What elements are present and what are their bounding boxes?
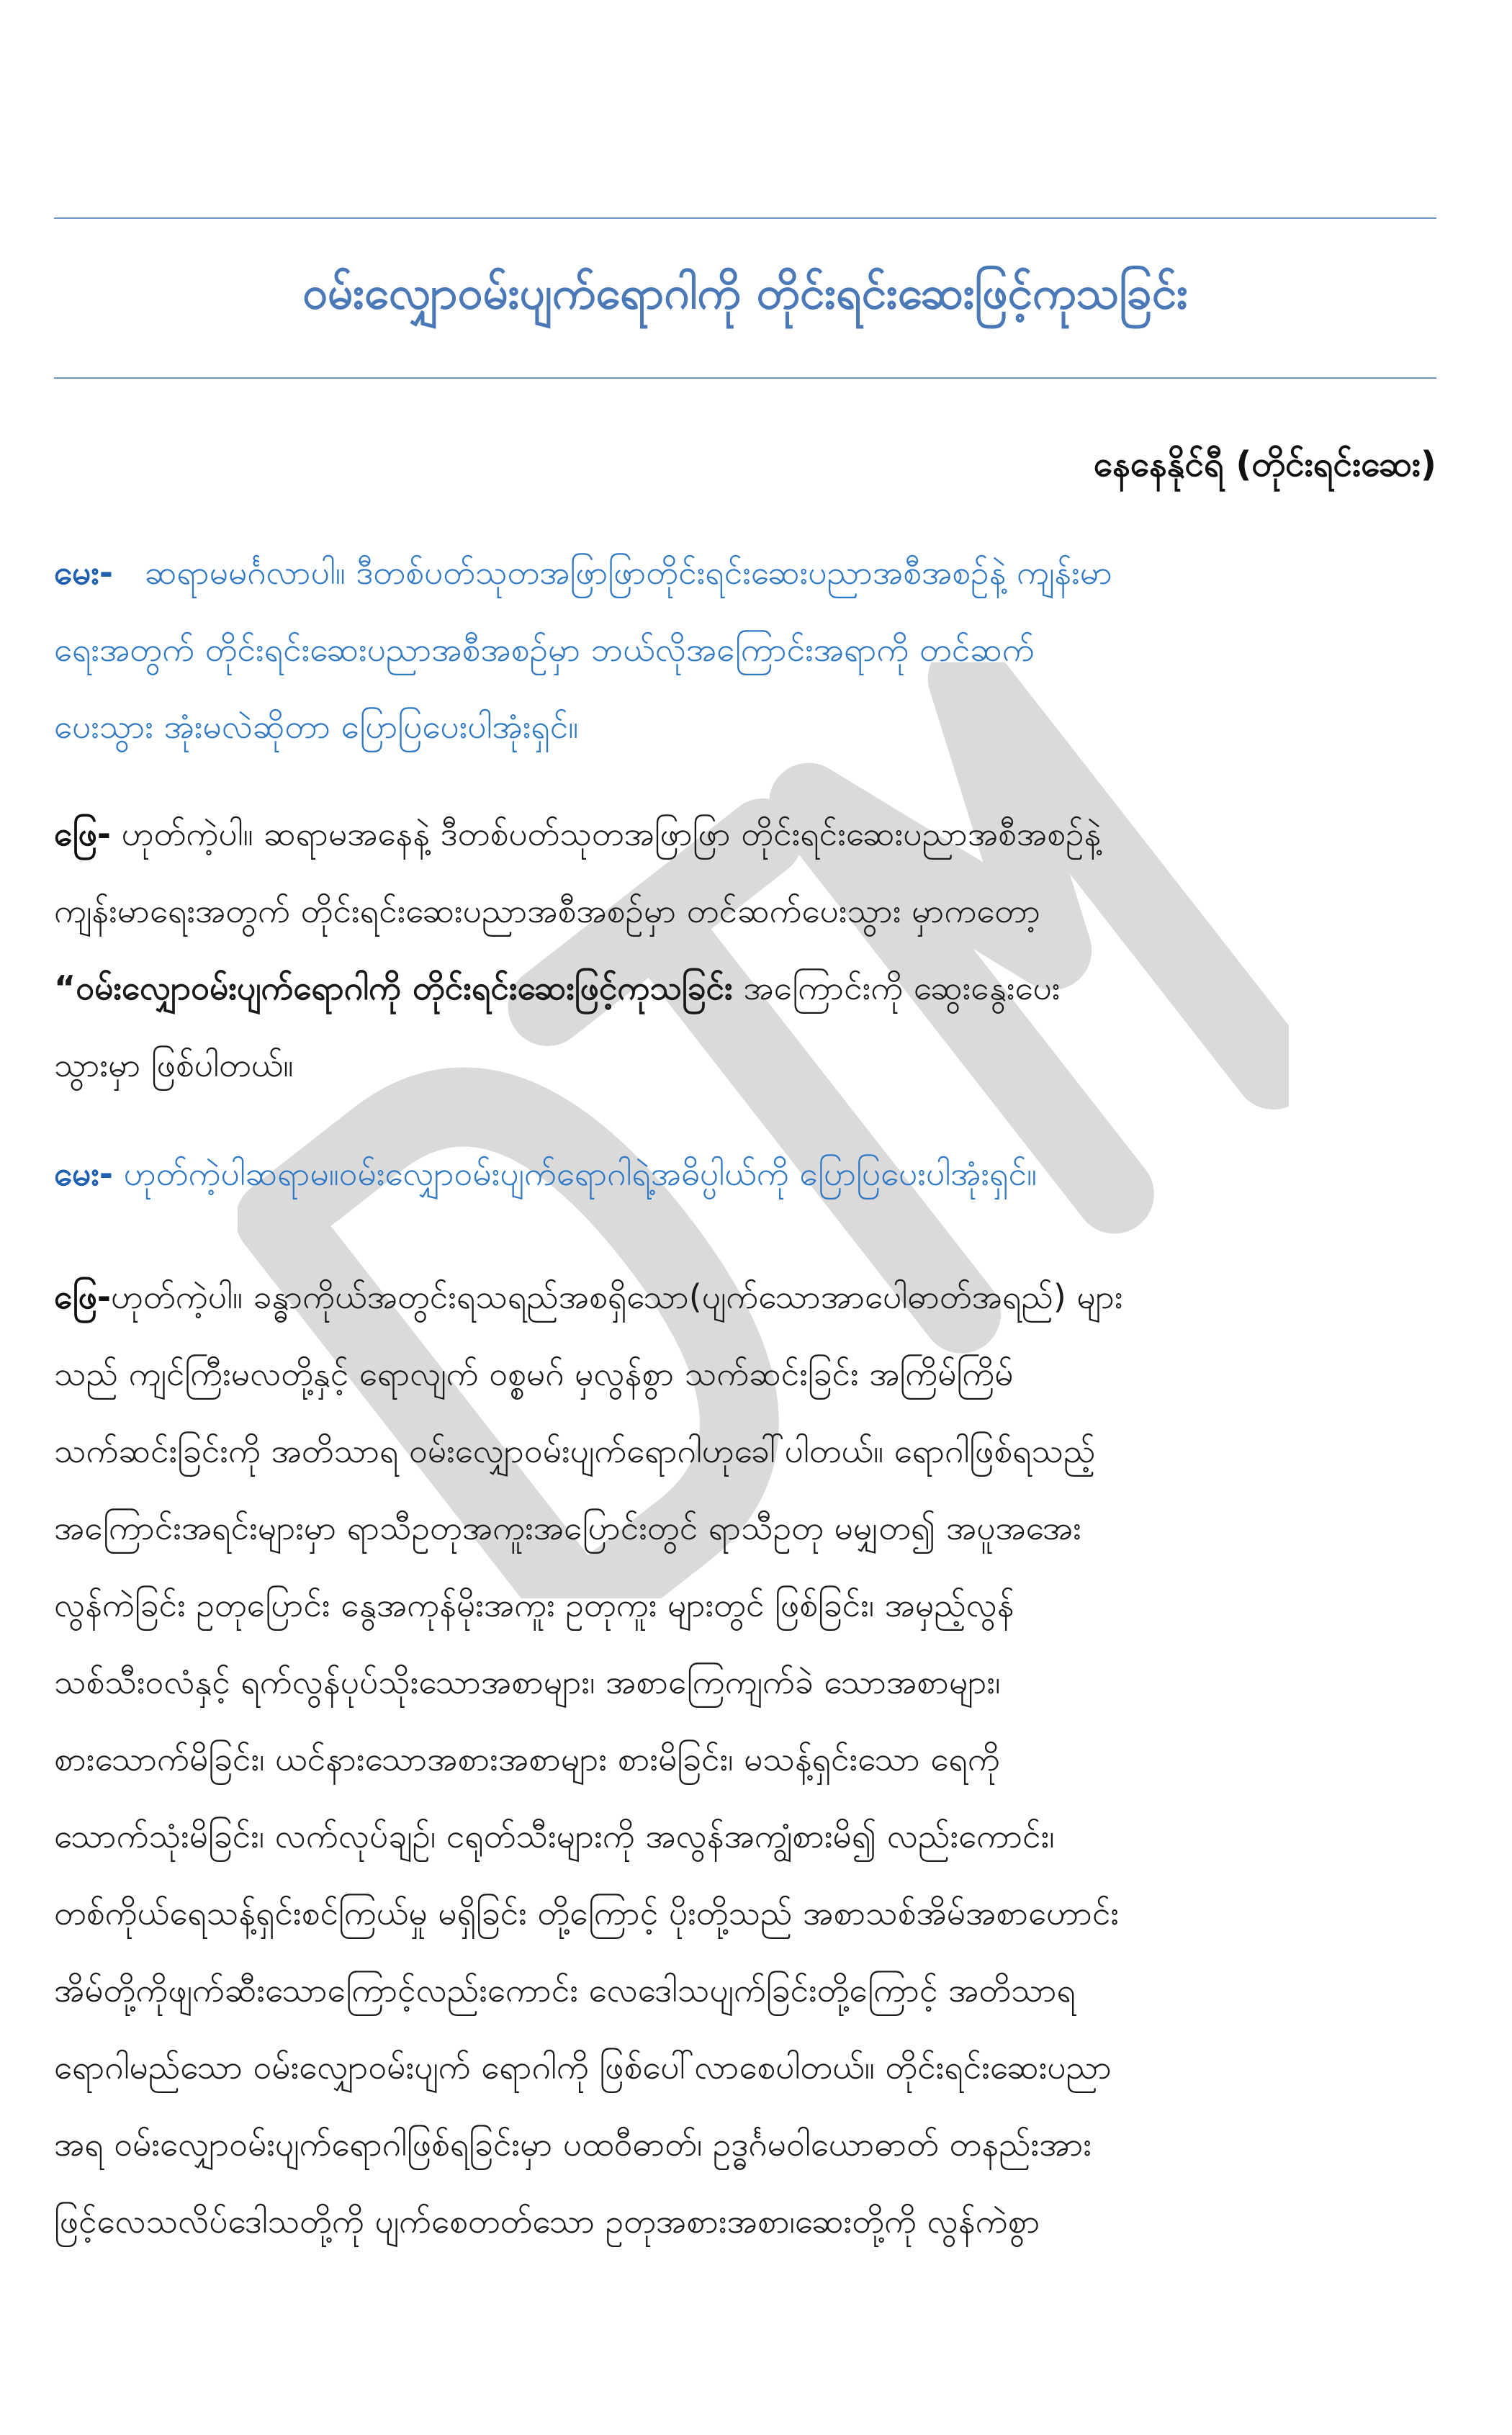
answer-1 [54, 796, 1436, 1104]
answer-2-line-5: လွန်ကဲခြင်း ဥတုပြောင်း နွေအကုန်မိုးအကူး ဥတုကူး များတွင် ဖြစ်ခြင်း၊ အမှည့်လွန် [54, 1585, 1014, 1624]
article-title: ဝမ်းလျှောဝမ်းပျက်ရောဂါကို တိုင်းရင်းဆေးဖြင့်ကုသခြင်း [302, 266, 1188, 319]
answer-1-bold-title: “ဝမ်းလျှောဝမ်းပျက်ရောဂါကို တိုင်းရင်းဆေးဖြင့်ကုသခြင်း [54, 968, 733, 1007]
answer-1-line-1 [54, 796, 1436, 873]
question-2 [54, 1135, 1436, 1212]
answer-2-line-1 [54, 1259, 1436, 1336]
answer-1-line-2: ကျန်းမာရေးအတွက် တိုင်းရင်းဆေးပညာအစီအစဉ်မှာ တင်ဆက်ပေးသွား မှာကတော့ [54, 891, 1041, 930]
answer-2-line-11: ရောဂါမည်သော ဝမ်းလျှောဝမ်းပျက် ရောဂါကို ဖြစ်ပေါ်လာစေပါတယ်။ တိုင်းရင်းဆေးပညာ [54, 2048, 1112, 2087]
author-byline: နေနေနိုင်ရီ (တိုင်းရင်းဆေး) [1093, 444, 1436, 485]
answer-2-line-12: အရ ဝမ်းလျှောဝမ်းပျက်ရောဂါဖြစ်ရခြင်းမှာ ပထဝီဓာတ်၊ ဥဒ္ဓင်္ဂမဝါယောဓာတ် တနည်းအား [54, 2125, 1092, 2164]
answer-2-text-1: ဟုတ်ကဲ့ပါ။ ခန္ဓာကိုယ်အတွင်းရသရည်အစရှိသော(ပျက်သောအာပေါဓာတ်အရည်) များ [110, 1277, 1123, 1316]
question-1-line-2: ရေးအတွက် တိုင်းရင်းဆေးပညာအစီအစဉ်မှာ ဘယ်လိုအကြောင်းအရာကို တင်ဆက် [54, 630, 1035, 669]
answer-2-line-7: စားသောက်မိခြင်း၊ ယင်နားသောအစားအစာများ စားမိခြင်း၊ မသန့်ရှင်းသော ရေကို [54, 1739, 1000, 1778]
answer-2-line-13: ဖြင့်လေသလိပ်ဒေါသတို့ကို ပျက်စေတတ်သော ဥတုအစားအစာ၊ဆေးတို့ကို လွန်ကဲစွာ [54, 2202, 1040, 2241]
question-1-line-3: ပေးသွား အုံးမလဲဆိုတာ ပြောပြပေးပါအုံးရှင်။ [54, 707, 579, 746]
question-2-text-1: ဟုတ်ကဲ့ပါဆရာမ။ဝမ်းလျှောဝမ်းပျက်ရောဂါရဲ့အဓိပ္ပါယ်ကို ပြောပြပေးပါအုံးရှင်။ [123, 1154, 1037, 1193]
answer-2-line-6: သစ်သီးဝလံနှင့် ရက်လွန်ပုပ်သိုးသောအစာများ၊ အစာကြေကျက်ခဲ သောအစာများ၊ [54, 1662, 1001, 1701]
answer-1-text-3: အကြောင်းကို ဆွေးနွေးပေး [743, 968, 1061, 1007]
answer-2-line-3: သက်ဆင်းခြင်းကို အတိသာရ ဝမ်းလျှောဝမ်းပျက်ရောဂါဟုခေါ်ပါတယ်။ ရောဂါဖြစ်ရသည့် [54, 1431, 1096, 1470]
answer-2-line-9: တစ်ကိုယ်ရေသန့်ရှင်းစင်ကြယ်မှု မရှိခြင်း တို့ကြောင့် ပိုးတို့သည် အစာသစ်အိမ်အစာဟောင်း [54, 1894, 1120, 1932]
answer-tag: ဖြေ- [54, 1277, 111, 1316]
question-1-line-1 [54, 534, 1436, 611]
question-tag: မေး- [54, 1154, 114, 1193]
answer-1-line-4: သွားမှာ ဖြစ်ပါတယ်။ [54, 1045, 294, 1084]
question-tag: မေး- [54, 553, 114, 592]
answer-2-line-8: သောက်သုံးမိခြင်း၊ လက်လုပ်ချဉ်၊ ငရုတ်သီးများကို အလွန်အကျွံစားမိ၍ လည်းကောင်း၊ [54, 1817, 1055, 1855]
header-rule-bottom [54, 377, 1436, 379]
answer-tag: ဖြေ- [54, 814, 111, 853]
answer-2-line-4: အကြောင်းအရင်းများမှာ ရာသီဥတုအကူးအပြောင်းတွင် ရာသီဥတု မမျှတ၍ အပူအအေး [54, 1508, 1081, 1547]
question-1-text-1: ဆရာမမင်္ဂလာပါ။ ဒီတစ်ပတ်သုတအဖြာဖြာတိုင်းရင်းဆေးပညာအစီအစဉ်နဲ့ ကျန်းမာ [144, 553, 1112, 592]
question-1 [54, 534, 1436, 765]
answer-1-line-3 [54, 950, 1436, 1027]
answer-1-text-1: ဟုတ်ကဲ့ပါ။ ဆရာမအနေနဲ့ ဒီတစ်ပတ်သုတအဖြာဖြာ တိုင်းရင်းဆေးပညာအစီအစဉ်နဲ့ [121, 814, 1102, 853]
answer-2-line-2: သည် ကျင်ကြီးမလတို့နှင့် ရောလျက် ဝစ္စမဂ် မှလွန်စွာ သက်ဆင်းခြင်း အကြိမ်ကြိမ် [54, 1354, 1014, 1393]
question-2-line-1 [54, 1135, 1436, 1212]
header-rule-top [54, 217, 1436, 219]
answer-2-line-10: အိမ်တို့ကိုဖျက်ဆီးသောကြောင့်လည်းကောင်း လေဒေါသပျက်ခြင်းတို့ကြောင့် အတိသာရ [54, 1971, 1076, 2009]
answer-2 [54, 1259, 1436, 2260]
